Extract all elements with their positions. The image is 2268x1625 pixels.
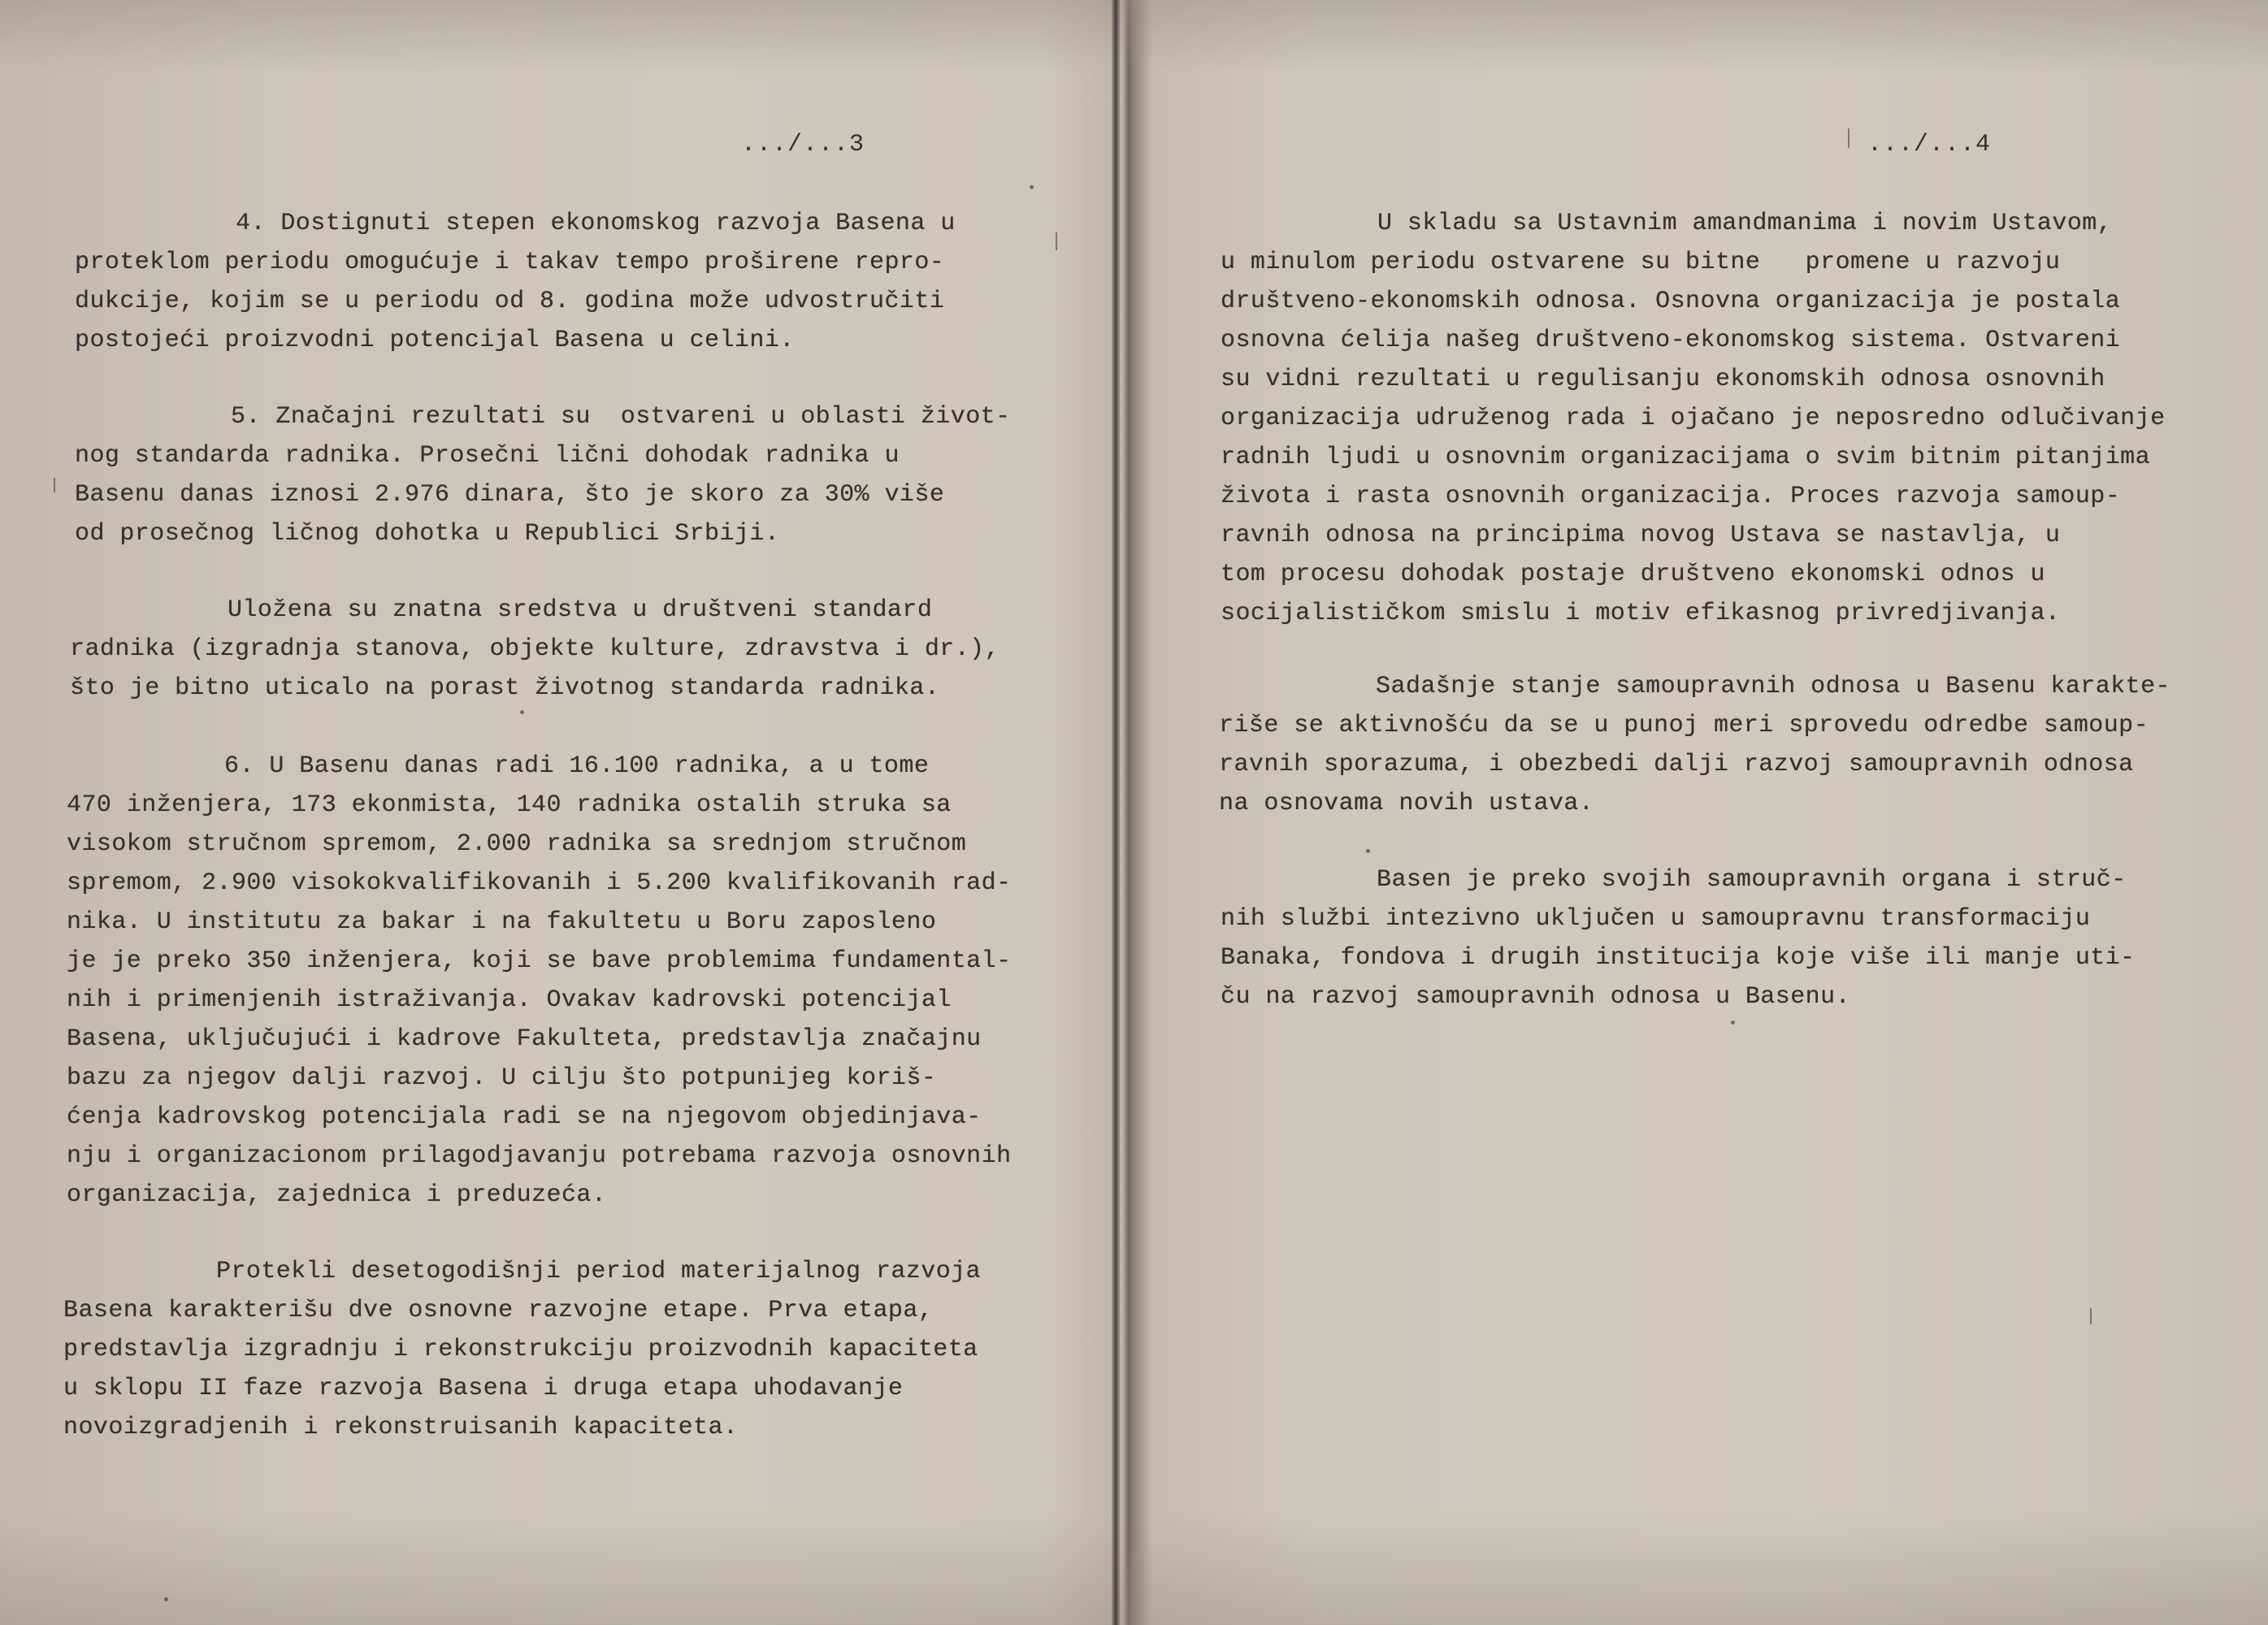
text-line: predstavlja izgradnju i rekonstrukciju proizvodnih kapaciteta [63,1336,978,1363]
text-line: organizacija, zajednica i preduzeća. [67,1181,607,1209]
text-line: nih i primenjenih istraživanja. Ovakav kadrovski potencijal [67,986,952,1014]
text-line: u sklopu II faze razvoja Basena i druga etapa uhodavanje [63,1375,904,1402]
text-line: od prosečnog ličnog dohotka u Republici Srbiji. [75,520,780,548]
pen-mark [2090,1308,2092,1324]
pen-mark [1056,232,1057,250]
text-line: organizacija udruženog rada i ojačano je neposredno odlučivanje [1221,405,2166,432]
text-line: postojeći proizvodni potencijal Basena u celini. [75,327,795,354]
text-line: Basenu danas iznosi 2.976 dinara, što je skoro za 30% više [75,481,945,509]
text-line: U skladu sa Ustavnim amandmanima i novim Ustavom, [1377,210,2113,237]
ink-speck [164,1597,168,1601]
text-line: proteklom periodu omogućuje i takav tempo proširene repro- [75,249,945,276]
page-number-left: .../...3 [741,131,865,158]
page-number-right: .../...4 [1867,131,1992,158]
text-line: Banaka, fondova i drugih institucija koje više ili manje uti- [1221,944,2136,972]
text-line: nika. U institutu za bakar i na fakultetu u Boru zaposleno [67,908,937,936]
text-line: spremom, 2.900 visokokvalifikovanih i 5.200 kvalifikovanih rad- [67,869,1012,897]
text-line: društveno-ekonomskih odnosa. Osnovna organizacija je postala [1221,288,2121,315]
text-line: Uložena su znatna sredstva u društveni standard [228,596,933,624]
right-page [1121,0,2268,1625]
text-line: Basena, uključujući i kadrove Fakulteta, predstavlja značajnu [67,1025,982,1053]
text-line: osnovna ćelija našeg društveno-ekonomskog sistema. Ostvareni [1221,327,2121,354]
text-line: socijalističkom smislu i motiv efikasnog privredjivanja. [1221,600,2061,627]
text-line: ču na razvoj samoupravnih odnosa u Basenu. [1221,983,1851,1011]
text-line: Protekli desetogodišnji period materijalnog razvoja [216,1258,982,1285]
text-line: u minulom periodu ostvarene su bitne promene u razvoju [1221,249,2061,276]
text-line: bazu za njegov dalji razvoj. U cilju što potpunijeg koriš- [67,1064,937,1092]
text-line: je je preko 350 inženjera, koji se bave problemima fundamental- [67,947,1012,975]
text-line: visokom stručnom spremom, 2.000 radnika sa srednjom stručnom [67,830,967,858]
text-line: nih službi intezivno uključen u samoupravnu transformaciju [1221,905,2091,933]
text-line: Basen je preko svojih samoupravnih organa i struč- [1377,866,2127,894]
text-line: su vidni rezultati u regulisanju ekonomskih odnosa osnovnih [1221,366,2105,393]
text-line: radnika (izgradnja stanova, objekte kulture, zdravstva i dr.), [70,635,1000,663]
text-line: života i rasta osnovnih organizacija. Proces razvoja samoup- [1221,483,2121,510]
ink-speck [520,710,524,714]
text-line: ravnih odnosa na principima novog Ustava se nastavlja, u [1221,522,2061,549]
text-line: Basena karakterišu dve osnovne razvojne etape. Prva etapa, [63,1297,934,1324]
ink-speck [1030,185,1034,189]
text-line: 6. U Basenu danas radi 16.100 radnika, a u tome [224,752,930,780]
pen-mark [1848,128,1850,148]
text-line: dukcije, kojim se u periodu od 8. godina može udvostručiti [75,288,945,315]
text-line: 4. Dostignuti stepen ekonomskog razvoja Basena u [236,210,956,237]
text-line: 5. Značajni rezultati su ostvareni u oblasti život- [231,403,1011,431]
text-line: novoizgradjenih i rekonstruisanih kapaciteta. [63,1414,739,1441]
text-line: nog standarda radnika. Prosečni lični dohodak radnika u [75,442,900,470]
text-line: 470 inženjera, 173 ekonmista, 140 radnika ostalih struka sa [67,791,952,819]
ink-speck [1366,849,1370,853]
pen-mark [54,478,55,492]
text-line: nju i organizacionom prilagodjavanju potrebama razvoja osnovnih [67,1142,1012,1170]
ink-speck [1731,1020,1735,1025]
text-line: Sadašnje stanje samoupravnih odnosa u Basenu karakte- [1376,673,2171,700]
left-page [0,0,1113,1625]
text-line: na osnovama novih ustava. [1219,790,1594,817]
text-line: radnih ljudi u osnovnim organizacijama o svim bitnim pitanjima [1221,444,2151,471]
text-line: tom procesu dohodak postaje društveno ekonomski odnos u [1221,561,2045,588]
text-line: ćenja kadrovskog potencijala radi se na njegovom objedinjava- [67,1103,982,1131]
text-line: što je bitno uticalo na porast životnog standarda radnika. [70,674,940,702]
text-line: riše se aktivnošću da se u punoj meri sprovedu odredbe samoup- [1219,712,2149,739]
text-line: ravnih sporazuma, i obezbedi dalji razvoj samoupravnih odnosa [1219,751,2134,778]
